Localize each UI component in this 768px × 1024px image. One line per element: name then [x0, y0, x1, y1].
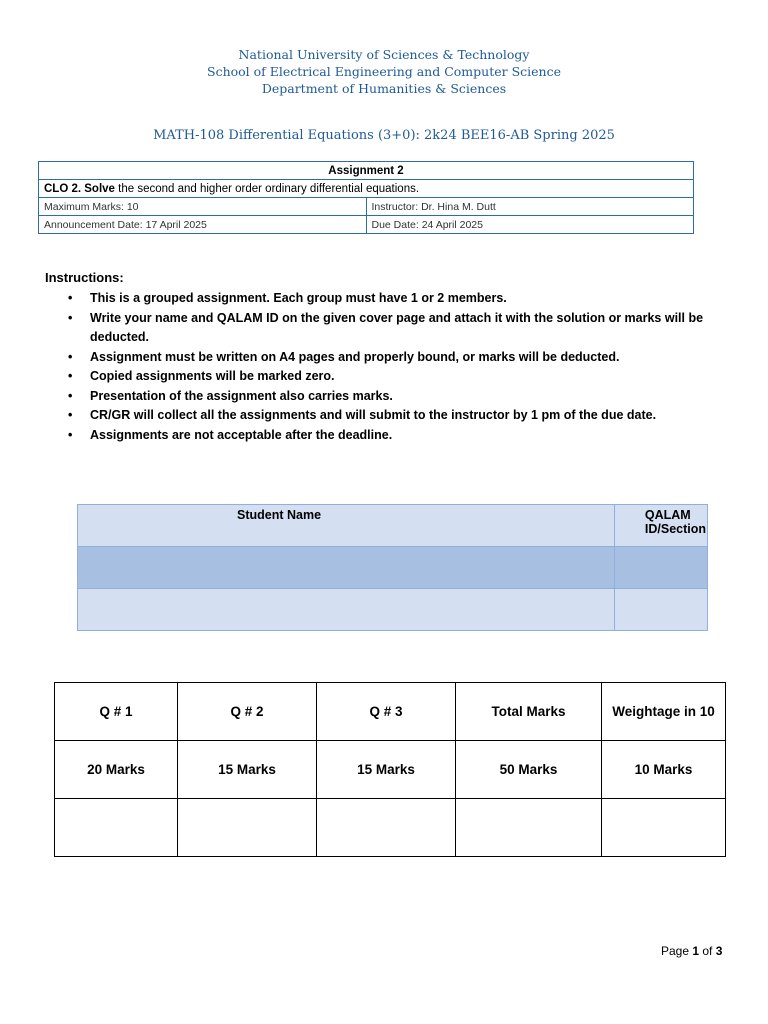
- page-current: 1: [692, 944, 700, 958]
- school-name: School of Electrical Engineering and Computer Science: [207, 64, 561, 79]
- qalam-id-cell[interactable]: [614, 547, 707, 589]
- instruction-item: [68, 309, 733, 348]
- student-name-cell[interactable]: [78, 589, 615, 631]
- assignment-title: Assignment 2: [39, 162, 694, 180]
- instruction-item: [68, 348, 733, 368]
- instruction-text: Write your name and QALAM ID on the given cover page and attach it with the solution or marks will be deducted.: [90, 310, 704, 344]
- instruction-item: [68, 426, 733, 446]
- weightage-marks: 10 Marks: [602, 741, 726, 799]
- page-prefix: Page: [661, 944, 693, 958]
- q1-marks: 20 Marks: [55, 741, 178, 799]
- instruction-text: Assignments are not acceptable after the deadline.: [90, 427, 393, 442]
- q1-header: Q # 1: [55, 683, 178, 741]
- instruction-item: [68, 367, 733, 387]
- student-name-cell[interactable]: [78, 547, 615, 589]
- bullet-icon: •: [68, 349, 73, 364]
- student-name-header: Student Name: [78, 505, 615, 547]
- page-of: of: [699, 944, 716, 958]
- instruction-text: CR/GR will collect all the assignments and will submit to the instructor by 1 pm of the due date.: [90, 408, 657, 422]
- course-title: MATH-108 Differential Equations (3+0): 2k24 BEE16-AB Spring 2025: [153, 128, 615, 143]
- total-marks: 50 Marks: [456, 741, 602, 799]
- marks-table: [54, 682, 726, 857]
- instruction-text: Copied assignments will be marked zero.: [90, 369, 335, 383]
- bullet-icon: •: [68, 408, 73, 422]
- qalam-id-header: QALAM ID/Section: [614, 505, 707, 547]
- instructions-heading: Instructions:: [45, 270, 124, 285]
- q1-score-cell[interactable]: [55, 799, 178, 857]
- bullet-icon: •: [68, 310, 73, 325]
- bullet-icon: •: [68, 369, 73, 383]
- clo-label: CLO 2. Solve: [44, 182, 115, 195]
- clo-text: the second and higher order ordinary differential equations.: [114, 182, 420, 195]
- page-number: [661, 944, 722, 958]
- university-name: National University of Sciences & Technology: [238, 47, 530, 62]
- qalam-id-cell[interactable]: [614, 589, 707, 631]
- assignment-info-table: [38, 161, 694, 234]
- instruction-item: [68, 387, 733, 407]
- q2-score-cell[interactable]: [178, 799, 317, 857]
- q3-marks: 15 Marks: [317, 741, 456, 799]
- clo-statement: [39, 180, 694, 198]
- instruction-text: Presentation of the assignment also carries marks.: [90, 388, 393, 403]
- q3-header: Q # 3: [317, 683, 456, 741]
- weightage-header: Weightage in 10: [602, 683, 726, 741]
- q2-marks: 15 Marks: [178, 741, 317, 799]
- bullet-icon: •: [68, 388, 73, 403]
- bullet-icon: •: [68, 427, 73, 442]
- instruction-text: Assignment must be written on A4 pages and properly bound, or marks will be deducted.: [90, 349, 620, 364]
- student-info-table: [77, 504, 708, 631]
- weightage-score-cell[interactable]: [602, 799, 726, 857]
- due-date: Due Date: 24 April 2025: [366, 216, 694, 234]
- q2-header: Q # 2: [178, 683, 317, 741]
- total-score-cell[interactable]: [456, 799, 602, 857]
- total-marks-header: Total Marks: [456, 683, 602, 741]
- department-name: Department of Humanities & Sciences: [261, 81, 507, 96]
- page-total: 3: [715, 944, 723, 958]
- maximum-marks: Maximum Marks: 10: [39, 198, 367, 216]
- instruction-item: [68, 289, 733, 309]
- bullet-icon: •: [68, 291, 73, 305]
- instructions-list: [68, 289, 733, 445]
- instruction-item: [68, 406, 733, 426]
- q3-score-cell[interactable]: [317, 799, 456, 857]
- instructor-name: Instructor: Dr. Hina M. Dutt: [366, 198, 694, 216]
- announcement-date: Announcement Date: 17 April 2025: [39, 216, 367, 234]
- instruction-text: This is a grouped assignment. Each group must have 1 or 2 members.: [90, 291, 507, 305]
